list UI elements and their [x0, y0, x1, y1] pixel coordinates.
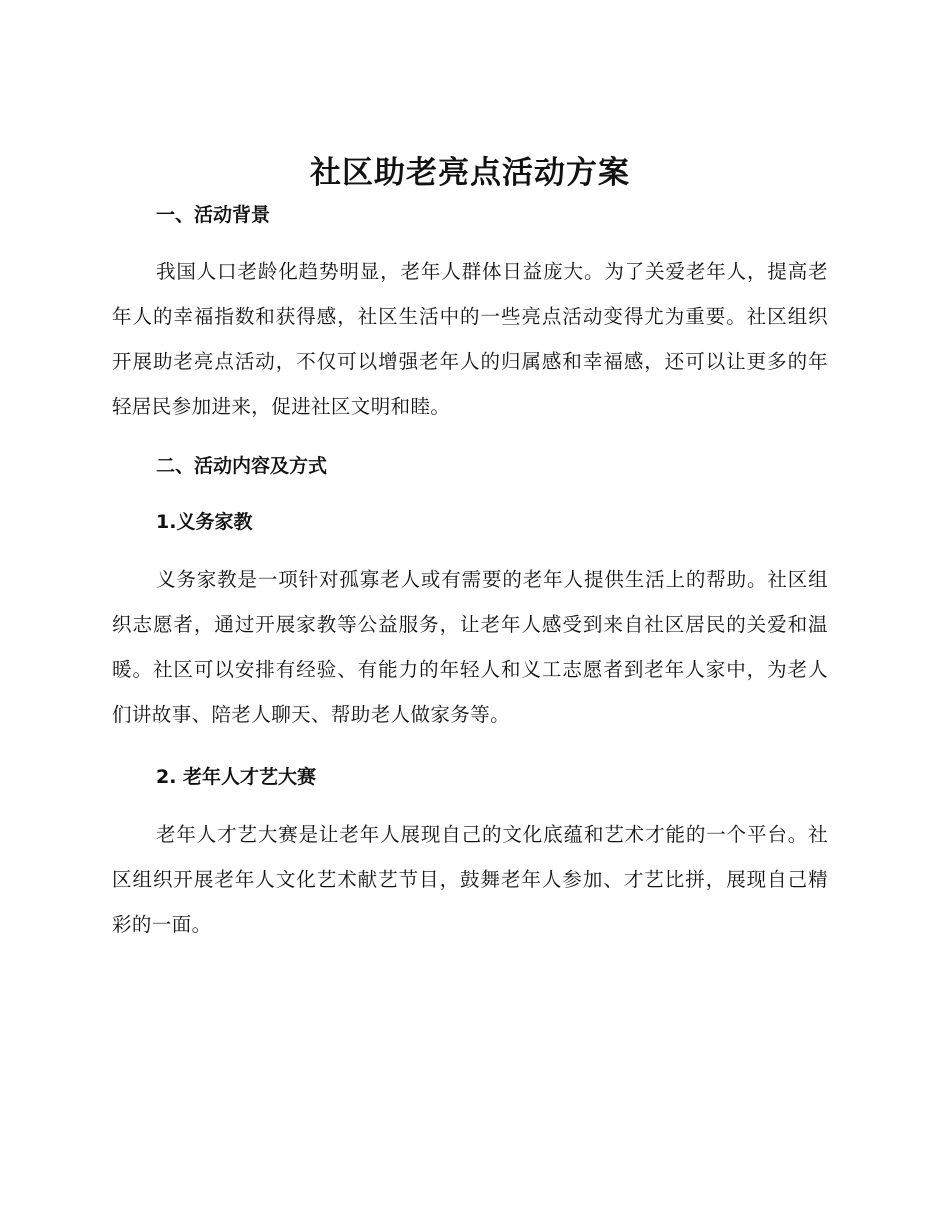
subsection-heading-talent-show: 2. 老年人才艺大赛	[156, 766, 317, 788]
subsection-heading-tutoring: 1.义务家教	[156, 511, 253, 533]
section-heading-background: 一、活动背景	[156, 204, 271, 226]
subsection-paragraph-tutoring: 义务家教是一项针对孤寡老人或有需要的老年人提供生活上的帮助。社区组织志愿者，通过开展家教等公益服务，让老年人感受到来自社区居民的关爱和温暖。社区可以安排有经验、有能力的年轻人和义工志愿者到老年人家中，为老人们讲故事、陪老人聊天、帮助老人做家务等。	[112, 568, 828, 726]
section-paragraph-background: 我国人口老龄化趋势明显，老年人群体日益庞大。为了关爱老年人，提高老年人的幸福指数和获得感，社区生活中的一些亮点活动变得尤为重要。社区组织开展助老亮点活动，不仅可以增强老年人的归属感和幸福感，还可以让更多的年轻居民参加进来，促进社区文明和睦。	[112, 260, 828, 418]
section-heading-content: 二、活动内容及方式	[156, 455, 328, 477]
document-title: 社区助老亮点活动方案	[310, 155, 630, 191]
subsection-paragraph-talent-show: 老年人才艺大赛是让老年人展现自己的文化底蕴和艺术才能的一个平台。社区组织开展老年人文化艺术献艺节目，鼓舞老年人参加、才艺比拼，展现自己精彩的一面。	[112, 823, 828, 936]
